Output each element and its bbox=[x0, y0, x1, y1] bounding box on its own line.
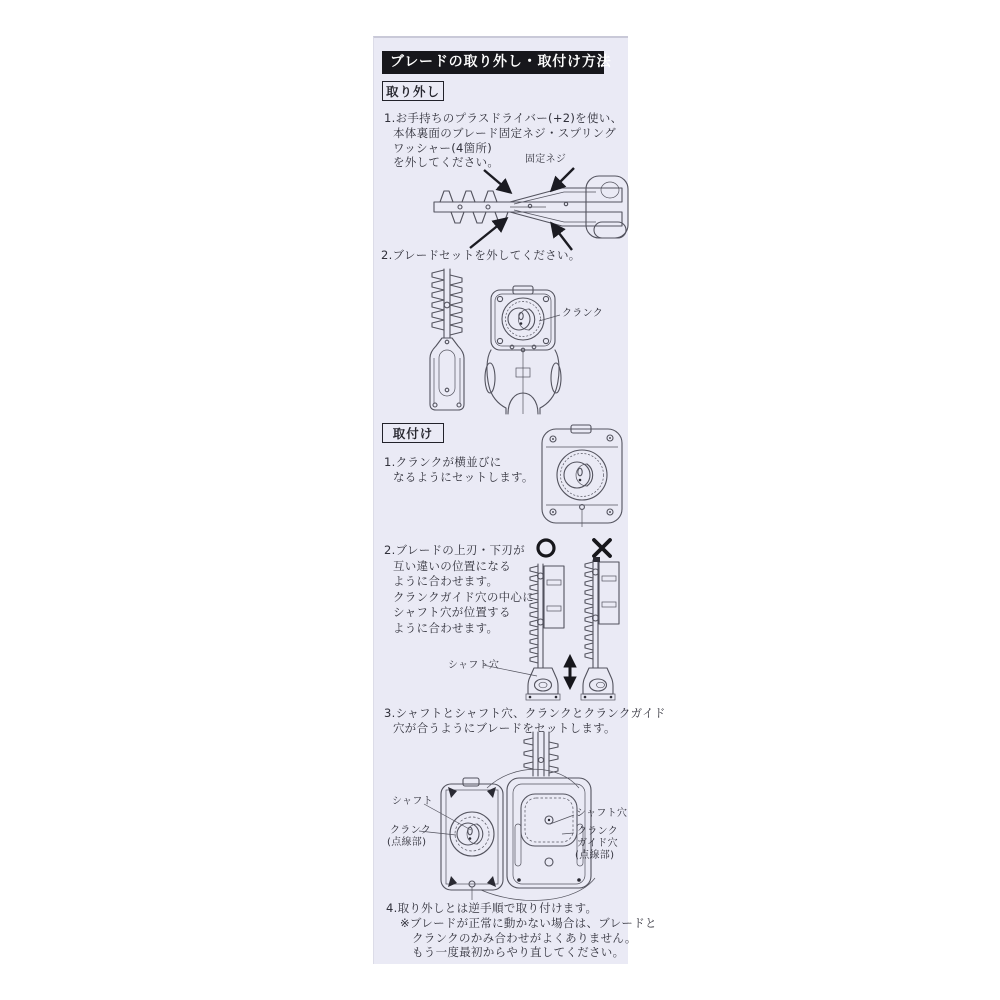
attach-step3-line2: 穴が合うようにブレードをセットします。 bbox=[393, 721, 616, 735]
crank-guide-label-line2: ガイド穴 bbox=[577, 838, 618, 849]
attachment-heading: 取付け bbox=[382, 423, 444, 443]
attach-step2-line3: ように合わせます。 bbox=[393, 574, 499, 588]
shaft-label: シャフト bbox=[392, 796, 433, 807]
page-title: ブレードの取り外し・取付け方法 bbox=[382, 51, 604, 74]
note-line3: もう一度最初からやり直してください。 bbox=[412, 945, 625, 959]
note-line1: ※ブレードが正常に動かない場合は、ブレードと bbox=[400, 916, 657, 930]
removal-step1-line3: ワッシャー(4箇所) bbox=[393, 141, 492, 155]
attach-step2-line5: シャフト穴が位置する bbox=[393, 605, 511, 619]
crank-label: クランク bbox=[562, 308, 603, 319]
shaft-hole-label: シャフト穴 bbox=[576, 808, 628, 819]
crank-guide-label-line1: クランク bbox=[577, 826, 618, 837]
attach-step1-line1: 1.クランクが横並びに bbox=[384, 455, 502, 469]
crank-dotted-label-line1: クランク bbox=[390, 825, 431, 836]
removal-step2-text: 2.ブレードセットを外してください。 bbox=[381, 248, 581, 262]
attach-step4-text: 4.取り外しとは逆手順で取り付けます。 bbox=[386, 901, 598, 915]
removal-heading: 取り外し bbox=[382, 81, 444, 101]
attach-step1-line2: なるようにセットします。 bbox=[393, 470, 534, 484]
fixing-screw-label: 固定ネジ bbox=[525, 154, 567, 165]
removal-step1-line4: を外してください。 bbox=[393, 155, 500, 169]
removal-step1-line2: 本体裏面のブレード固定ネジ・スプリング bbox=[393, 126, 617, 140]
attach-step2-line4: クランクガイド穴の中心に bbox=[393, 590, 535, 604]
crank-dotted-label-line2: (点線部) bbox=[387, 837, 427, 848]
removal-step1-line1: 1.お手持ちのプラスドライバー(+2)を使い、 bbox=[384, 111, 623, 125]
note-line2: クランクのかみ合わせがよくありません。 bbox=[412, 931, 637, 945]
shaft-hole-label-step2: シャフト穴 bbox=[448, 660, 500, 671]
pointer-lines-overlay bbox=[374, 38, 628, 964]
attach-step2-line2: 互い違いの位置になる bbox=[393, 559, 511, 573]
attach-step2-line1: 2.ブレードの上刃・下刃が bbox=[384, 543, 525, 557]
attach-step2-line6: ように合わせます。 bbox=[393, 621, 499, 635]
instruction-sheet bbox=[373, 36, 666, 964]
crank-guide-label-line3: (点線部) bbox=[575, 850, 615, 861]
attach-step3-line1: 3.シャフトとシャフト穴、クランクとクランクガイド bbox=[384, 706, 666, 720]
